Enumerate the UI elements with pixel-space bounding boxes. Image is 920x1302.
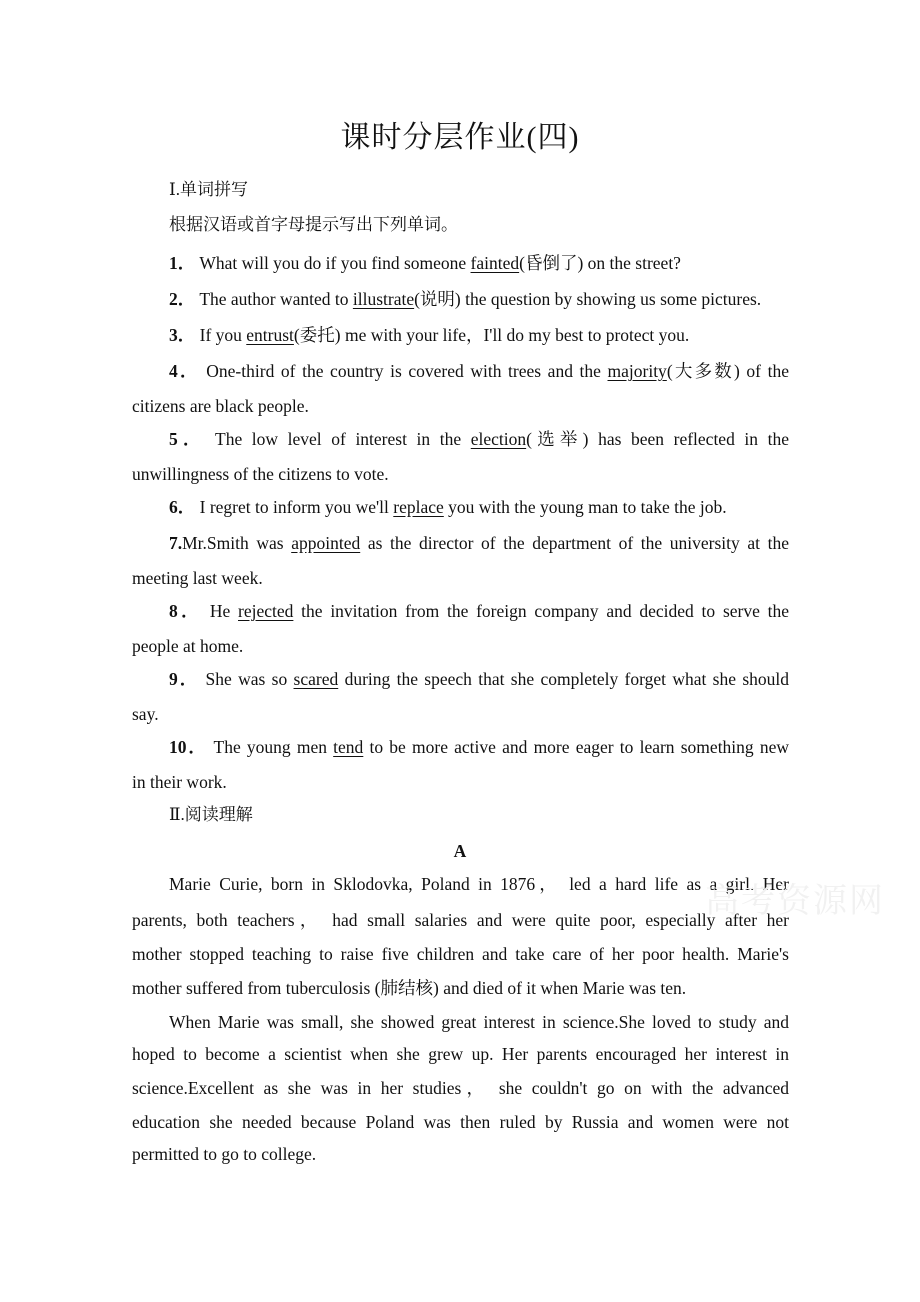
paragraph-line: When Marie was small, she showed great interest in science.She loved to study and [169, 1012, 789, 1032]
question-continuation: in their work. [132, 772, 227, 792]
question-number: 1． [169, 253, 196, 273]
watermark: 高考资源网 [705, 883, 885, 920]
question-text-before: He [209, 601, 239, 621]
question-text-after: (说明) the question by showing us some pictures. [414, 289, 762, 309]
question-continuation: meeting last week. [132, 568, 263, 588]
paragraph-line: mother suffered from tuberculosis (肺结核) and died of it when Marie was ten. [132, 978, 687, 998]
question-item [169, 251, 789, 275]
section1-heading: Ⅰ.单词拼写 [169, 180, 248, 199]
question-item [169, 427, 789, 451]
question-text-after: (昏倒了) on the street? [519, 253, 681, 273]
question-item [169, 531, 789, 555]
question-item [169, 735, 789, 759]
question-text-before: She was so [205, 669, 294, 689]
question-text-after: during the speech that she completely forget what she should [338, 669, 790, 689]
question-item [169, 359, 789, 383]
answer-word: replace [393, 497, 444, 517]
question-number: 10． [169, 737, 208, 757]
paragraph-line: parents, both teachers， had small salaries and were quite poor, especially after her [132, 910, 789, 930]
answer-word: election [470, 429, 527, 449]
passage-label: A [453, 841, 467, 861]
answer-word: entrust [246, 325, 294, 345]
question-text-after: the invitation from the foreign company and decided to serve the [293, 601, 790, 621]
question-continuation: unwillingness of the citizens to vote. [132, 464, 389, 484]
question-number: 4． [169, 361, 200, 381]
question-number: 3． [169, 325, 196, 345]
question-item [169, 287, 789, 311]
question-text-after: to be more active and more eager to learn something new [363, 737, 790, 757]
answer-word: tend [333, 737, 364, 757]
question-item [169, 599, 789, 623]
question-number: 2． [169, 289, 196, 309]
question-number: 9． [169, 669, 200, 689]
answer-word: majority [607, 361, 667, 381]
answer-word: scared [293, 669, 339, 689]
question-text-after: as the director of the department of the university at the [360, 533, 789, 553]
section1-instruction: 根据汉语或首字母提示写出下列单词。 [169, 215, 458, 234]
question-text-after: (选举) has been reflected in the [526, 429, 790, 449]
answer-word: illustrate [352, 289, 415, 309]
paragraph-line: Marie Curie, born in Sklodovka, Poland in 1876， led a hard life as a girl. Her [169, 874, 789, 894]
question-text-after: (委托) me with your life，I'll do my best to protect you. [293, 325, 690, 345]
question-text-before: The young men [213, 737, 334, 757]
question-text-before: If you [199, 325, 247, 345]
question-text-before: I regret to inform you we'll [199, 497, 394, 517]
section2-heading: Ⅱ.阅读理解 [169, 805, 253, 824]
question-text-before: One-third of the country is covered with trees and the [206, 361, 608, 381]
question-text-before: What will you do if you find someone [199, 253, 471, 273]
question-text-before: The author wanted to [199, 289, 353, 309]
question-text-after: (大多数) of the [666, 361, 789, 381]
answer-word: rejected [238, 601, 294, 621]
question-continuation: people at home. [132, 636, 244, 656]
question-text-before: Mr.Smith was [182, 533, 292, 553]
question-item [169, 667, 789, 691]
question-text-before: The low level of interest in the [215, 429, 471, 449]
question-number: 6． [169, 497, 196, 517]
paragraph-line: education she needed because Poland was then ruled by Russia and women were not [132, 1112, 789, 1132]
paragraph-line: permitted to go to college. [132, 1144, 317, 1164]
question-number: 8． [169, 601, 203, 621]
question-continuation: citizens are black people. [132, 396, 309, 416]
question-number: 7. [169, 533, 183, 553]
question-text-after: you with the young man to take the job. [443, 497, 727, 517]
paragraph-line: hoped to become a scientist when she grew up. Her parents encouraged her interest in [132, 1044, 789, 1064]
answer-word: appointed [291, 533, 361, 553]
question-number: 5． [169, 429, 206, 449]
paragraph-line: mother stopped teaching to raise five children and take care of her poor health. Marie's [132, 944, 789, 964]
page-title: 课时分层作业(四) [340, 121, 580, 154]
paragraph-line: science.Excellent as she was in her studies， she couldn't go on with the advanced [132, 1078, 789, 1098]
question-continuation: say. [132, 704, 159, 724]
question-item [169, 323, 789, 347]
answer-word: fainted [470, 253, 520, 273]
question-item [169, 495, 789, 519]
